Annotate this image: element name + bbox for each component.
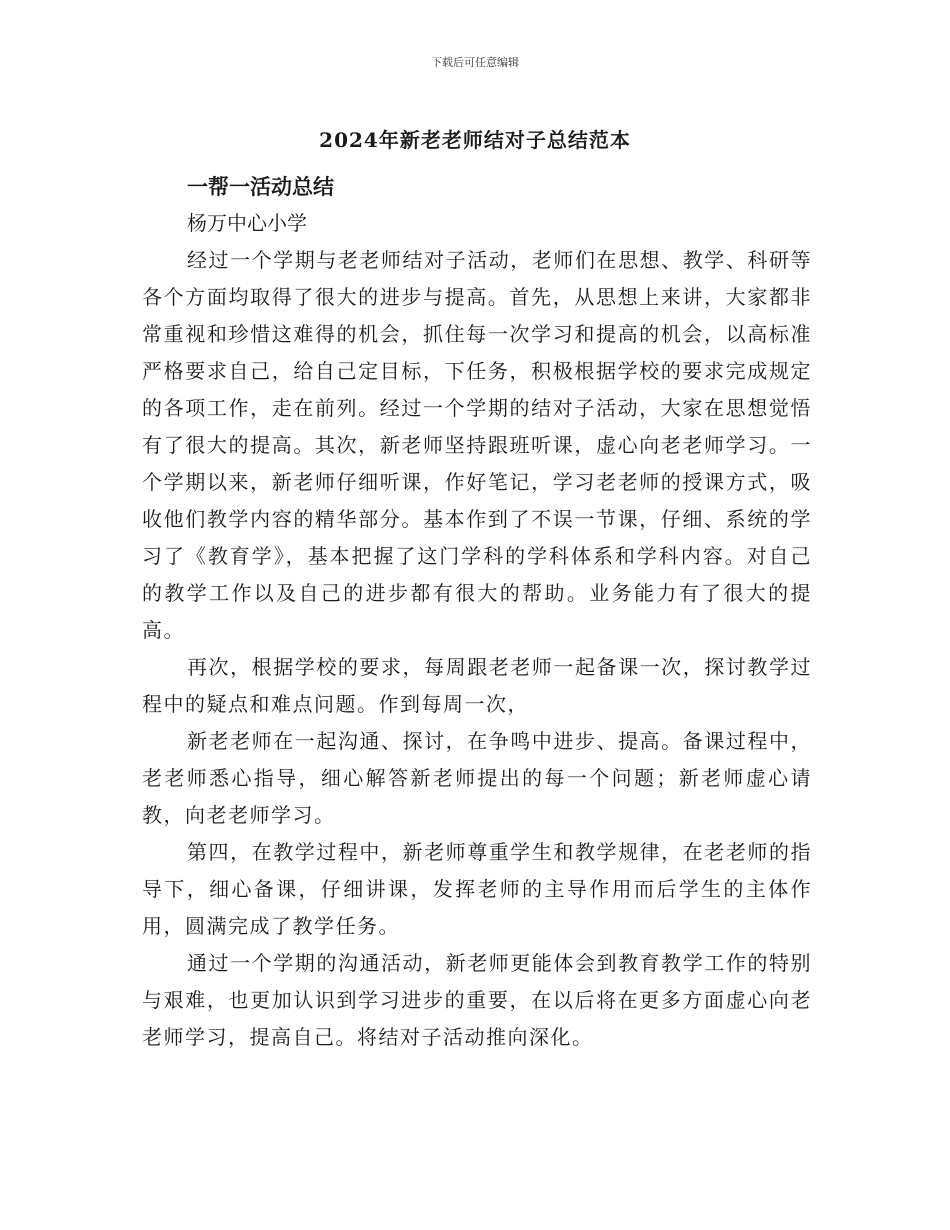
paragraph-5: 通过一个学期的沟通活动，新老师更能体会到教育教学工作的特别与艰难，也更加认识到学习进步的重要，在以后将在更多方面虚心向老老师学习，提高自己。将结对子活动推向深化。 bbox=[142, 951, 812, 1049]
document-title: 2024年新老老师结对子总结范本 bbox=[319, 128, 631, 152]
paragraph-2: 再次，根据学校的要求，每周跟老老师一起备课一次，探讨教学过程中的疑点和难点问题。作到每周一次， bbox=[142, 655, 812, 716]
school-name: 杨万中心小学 bbox=[187, 211, 307, 235]
document-body bbox=[142, 168, 812, 1056]
paragraph-1: 经过一个学期与老老师结对子活动，老师们在思想、教学、科研等各个方面均取得了很大的进步与提高。首先，从思想上来讲，大家都非常重视和珍惜这难得的机会，抓住每一次学习和提高的机会，以高标准严格要求自己，给自己定目标，下任务，积极根据学校的要求完成规定的各项工作，走在前列。经过一个学期的结对子活动，大家在思想觉悟有了很大的提高。其次，新老师坚持跟班听课，虚心向老老师学习。一个学期以来，新老师仔细听课，作好笔记，学习老老师的授课方式，吸收他们教学内容的精华部分。基本作到了不误一节课，仔细、系统的学习了《教育学》，基本把握了这门学科的学科体系和学科内容。对自己的教学工作以及自己的进步都有很大的帮助。业务能力有了很大的提高。 bbox=[142, 248, 812, 642]
paragraph-3: 新老老师在一起沟通、探讨，在争鸣中进步、提高。备课过程中，老老师悉心指导，细心解答新老师提出的每一个问题；新老师虚心请教，向老老师学习。 bbox=[142, 729, 812, 827]
header-note: 下载后可任意编辑 bbox=[431, 56, 519, 69]
paragraph-4: 第四，在教学过程中，新老师尊重学生和教学规律，在老老师的指导下，细心备课，仔细讲课，发挥老师的主导作用而后学生的主体作用，圆满完成了教学任务。 bbox=[142, 840, 812, 938]
section-heading: 一帮一活动总结 bbox=[187, 174, 334, 199]
